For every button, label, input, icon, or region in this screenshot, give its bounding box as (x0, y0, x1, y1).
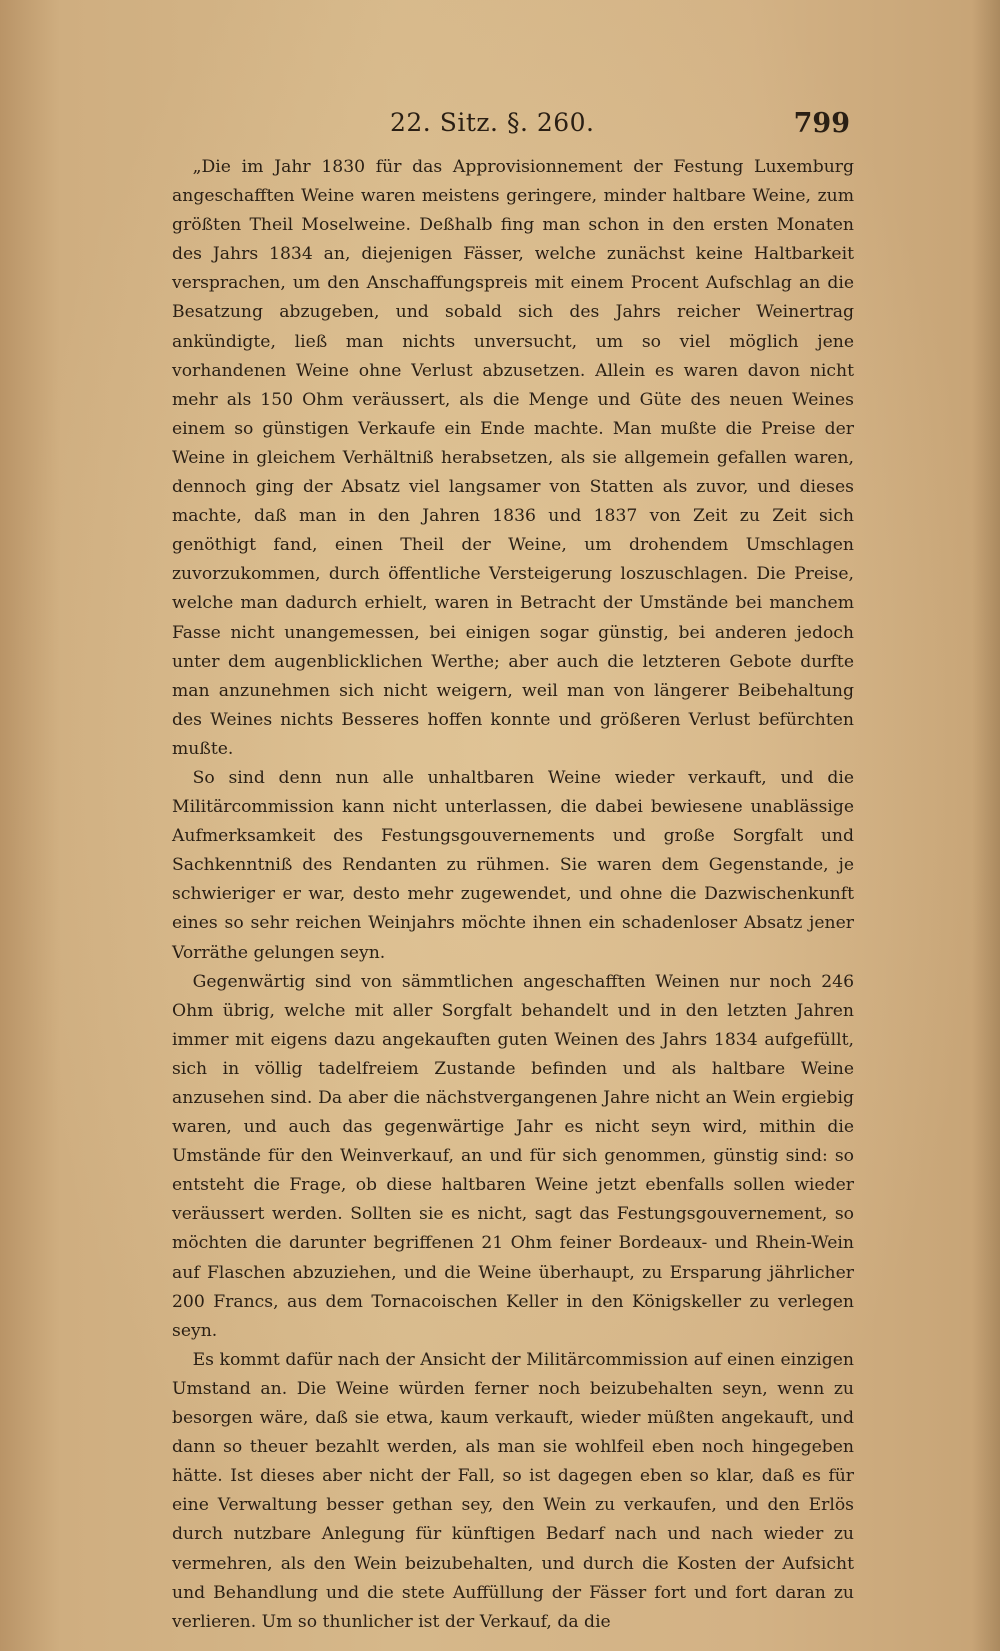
paragraph-3: Gegenwärtig sind von sämmtlichen angeschafften Weinen nur noch 246 Ohm übrig, welche mit aller Sorgfalt behandelt und in den letzten Jahren immer mit eigens dazu angekauften guten Weinen des Jahrs 1834 aufgefüllt, sich in völlig tadelfreiem Zustande befinden und als haltbare Weine anzusehen sind. Da aber die nächstvergangenen Jahre nicht an Wein ergiebig waren, und auch das gegenwärtige Jahr es nicht seyn wird, mithin die Umstände für den Weinverkauf, an und für sich genommen, günstig sind: so entsteht die Frage, ob diese haltbaren Weine jetzt ebenfalls sollen wieder veräussert werden. Sollten sie es nicht, sagt das Festungsgouvernement, so möchten die darunter begriffenen 21 Ohm feiner Bordeaux- und Rhein-Wein auf Flaschen abzuziehen, und die Weine überhaupt, zu Ersparung jährlicher 200 Francs, aus dem Tornacoischen Keller in den Königskeller zu verlegen seyn. (172, 971, 854, 1341)
paragraph-4: Es kommt dafür nach der Ansicht der Militärcommission auf einen einzigen Umstand an. Die Weine würden ferner noch beizubehalten seyn, wenn zu besorgen wäre, daß sie etwa, kaum verkauft, wieder müßten angekauft, und dann so theuer bezahlt werden, als man sie wohlfeil eben noch hingegeben hätte. Ist dieses aber nicht der Fall, so ist dagegen eben so klar, daß es für eine Verwaltung besser gethan sey, den Wein zu verkaufen, und den Erlös durch nutzbare Anlegung für künftigen Bedarf nach und nach wieder zu vermehren, als den Wein beizubehalten, und durch die Kosten der Aufsicht und Behandlung und die stete Auffüllung der Fässer fort und fort daran zu verlieren. Um so thunlicher ist der Verkauf, da die (172, 1349, 854, 1632)
page-header (160, 108, 850, 148)
paragraph-1: „Die im Jahr 1830 für das Approvisionnement der Festung Luxemburg angeschafften Weine waren meistens geringere, minder haltbare Weine, zum größten Theil Moselweine. Deßhalb fing man schon in den ersten Monaten des Jahrs 1834 an, diejenigen Fässer, welche zunächst keine Haltbarkeit versprachen, um den Anschaffungspreis mit einem Procent Aufschlag an die Besatzung abzugeben, und sobald sich des Jahrs reicher Weinertrag ankündigte, ließ man nichts unversucht, um so viel möglich jene vorhandenen Weine ohne Verlust abzusetzen. Allein es waren davon nicht mehr als 150 Ohm veräussert, als die Menge und Güte des neuen Weines einem so günstigen Verkaufe ein Ende machte. Man mußte die Preise der Weine in gleichem Verhältniß herabsetzen, als sie allgemein gefallen waren, dennoch ging der Absatz viel langsamer von Statten als zuvor, und dieses machte, daß man in den Jahren 1836 und 1837 von Zeit zu Zeit sich genöthigt fand, einen Theil der Weine, um drohendem Umschlagen zuvorzukommen, durch öffentliche Versteigerung loszuschlagen. Die Preise, welche man dadurch erhielt, waren in Betracht der Umstände bei manchem Fasse nicht unangemessen, bei einigen sogar günstig, bei anderen jedoch unter dem augenblicklichen Werthe; aber auch die letzteren Gebote durfte man anzunehmen sich nicht weigern, weil man von längerer Beibehaltung des Weines nichts Besseres hoffen konnte und größeren Verlust befürchten mußte. (172, 157, 854, 759)
body-text (172, 153, 854, 1637)
running-head: 22. Sitz. §. 260. (390, 108, 595, 137)
paragraph-2: So sind denn nun alle unhaltbaren Weine wieder verkauft, und die Militärcommission kann nicht unterlassen, die dabei bewiesene unablässige Aufmerksamkeit des Festungsgouvernements und große Sorgfalt und Sachkenntniß des Rendanten zu rühmen. Sie waren dem Gegenstande, je schwieriger er war, desto mehr zugewendet, und ohne die Dazwischenkunft eines so sehr reichen Weinjahrs möchte ihnen ein schadenloser Absatz jener Vorräthe gelungen seyn. (172, 767, 854, 963)
page-number: 799 (793, 108, 850, 139)
